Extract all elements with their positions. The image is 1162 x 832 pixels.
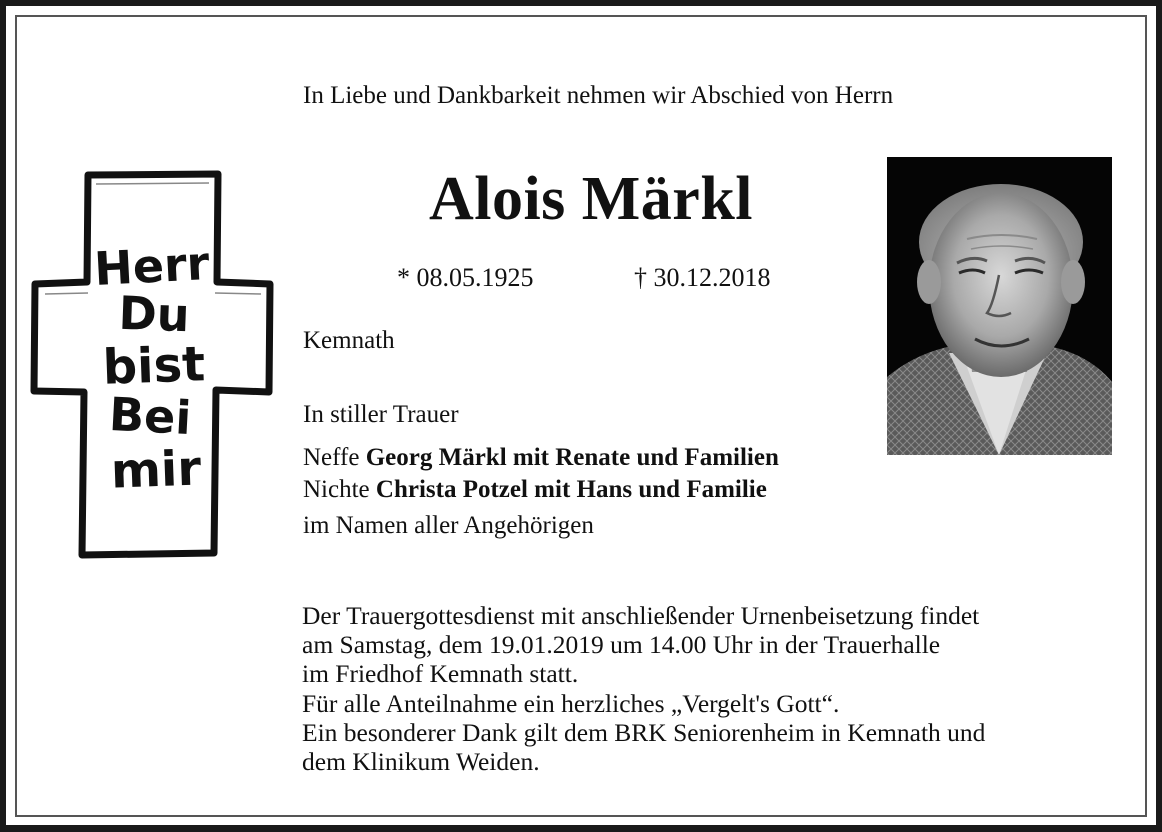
relative-names: Georg Märkl mit Renate und Familien (365, 444, 779, 471)
service-line: Der Trauergottesdienst mit anschließender Urnenbeisetzung findet (302, 601, 980, 630)
deceased-name: Alois Märkl (428, 165, 754, 233)
death-date: † 30.12.2018 (634, 263, 771, 292)
relative-line (303, 476, 767, 504)
mourning-line: In stiller Trauer (303, 401, 459, 428)
portrait-icon (887, 157, 1112, 455)
portrait-photo (887, 157, 1112, 455)
birth-date: * 08.05.1925 (397, 263, 534, 292)
service-line: im Friedhof Kemnath statt. (302, 659, 579, 689)
family-line: im Namen aller Angehörigen (303, 512, 594, 539)
cross-icon (30, 170, 274, 560)
relative-role: Neffe (303, 444, 360, 471)
relative-names: Christa Potzel mit Hans und Familie (375, 476, 767, 503)
place-name: Kemnath (303, 327, 395, 354)
service-line: dem Klinikum Weiden. (302, 747, 540, 777)
service-details (302, 601, 985, 776)
cross-word: Bei (107, 386, 193, 446)
relative-role: Nichte (303, 476, 370, 503)
cross-word: Du (117, 285, 191, 343)
service-line: Für alle Anteilnahme ein herzliches „Vergelt's Gott“. (302, 688, 840, 718)
service-line: am Samstag, dem 19.01.2019 um 14.00 Uhr in der Trauerhalle (302, 630, 941, 660)
cross-word: mir (109, 440, 202, 500)
cross-word: Herr (92, 236, 211, 296)
service-line: Ein besonderer Dank gilt dem BRK Seniorenheim in Kemnath und (302, 717, 986, 747)
relative-line (303, 444, 779, 472)
intro-text: In Liebe und Dankbarkeit nehmen wir Abschied von Herrn (303, 82, 894, 109)
cross-word: bist (101, 336, 207, 396)
